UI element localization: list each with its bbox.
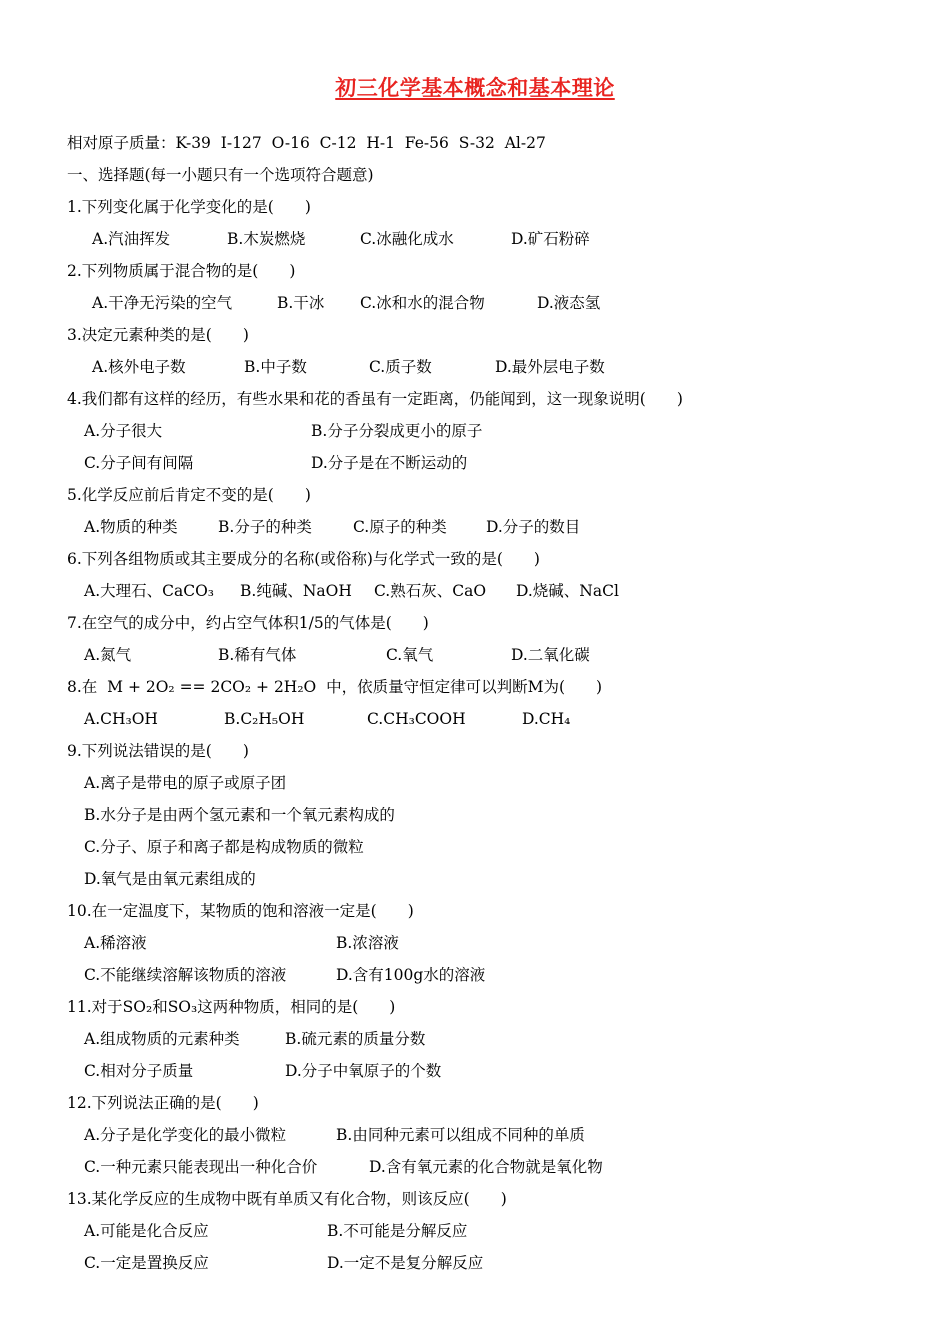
option-b: B.分子分裂成更小的原子: [311, 422, 483, 440]
option-a: A.CH₃OH: [84, 710, 158, 728]
options-row: [67, 1218, 907, 1250]
options-row: [67, 226, 907, 258]
option-a: A.稀溶液: [84, 934, 147, 952]
question-sheet: [67, 130, 907, 1282]
options-row: [67, 866, 907, 898]
option-c: C.一定是置换反应: [84, 1254, 209, 1272]
option-a: A.汽油挥发: [92, 230, 171, 248]
option-d: D.含有氧元素的化合物就是氧化物: [369, 1158, 603, 1176]
option-a: A.分子很大: [84, 422, 163, 440]
question-13: 13.某化学反应的生成物中既有单质又有化合物，则该反应( ): [67, 1190, 507, 1208]
option-c: C.分子间有间隔: [84, 454, 194, 472]
question-9: 9.下列说法错误的是( ): [67, 742, 249, 760]
option-c: C.分子、原子和离子都是构成物质的微粒: [84, 838, 364, 856]
question-3: 3.决定元素种类的是( ): [67, 326, 249, 344]
option-b: B.不可能是分解反应: [327, 1222, 468, 1240]
option-c: C.冰融化成水: [360, 230, 454, 248]
option-b: B.硫元素的质量分数: [285, 1030, 426, 1048]
option-a: A.干净无污染的空气: [92, 294, 233, 312]
option-c: C.质子数: [369, 358, 432, 376]
question-7: 7.在空气的成分中，约占空气体积1/5的气体是( ): [67, 614, 429, 632]
option-b: B.木炭燃烧: [227, 230, 306, 248]
option-c: C.CH₃COOH: [367, 710, 466, 728]
option-b: B.浓溶液: [336, 934, 399, 952]
document-title: 初三化学基本概念和基本理论: [335, 75, 615, 100]
option-d: D.分子是在不断运动的: [311, 454, 468, 472]
options-row: [67, 354, 907, 386]
options-row: [67, 930, 907, 962]
question-6: 6.下列各组物质或其主要成分的名称(或俗称)与化学式一致的是( ): [67, 550, 540, 568]
option-a: A.组成物质的元素种类: [84, 1030, 240, 1048]
options-row: [67, 962, 907, 994]
question-1: 1.下列变化属于化学变化的是( ): [67, 198, 311, 216]
option-a: A.可能是化合反应: [84, 1222, 209, 1240]
options-row: [67, 450, 907, 482]
options-row: [67, 1250, 907, 1282]
section-heading: 一、选择题(每一小题只有一个选项符合题意): [67, 166, 374, 184]
options-row: [67, 1122, 907, 1154]
option-c: C.相对分子质量: [84, 1062, 194, 1080]
option-d: D.最外层电子数: [495, 358, 605, 376]
atomic-masses: 相对原子质量：K-39 I-127 O-16 C-12 H-1 Fe-56 S-32 Al-27: [67, 134, 546, 152]
option-c: C.熟石灰、CaO: [374, 582, 487, 600]
option-a: A.分子是化学变化的最小微粒: [84, 1126, 287, 1144]
option-c: C.不能继续溶解该物质的溶液: [84, 966, 287, 984]
question-5: 5.化学反应前后肯定不变的是( ): [67, 486, 311, 504]
option-a: A.氮气: [84, 646, 132, 664]
question-4: 4.我们都有这样的经历，有些水果和花的香虽有一定距离，仍能闻到，这一现象说明( ): [67, 390, 683, 408]
options-row: [67, 418, 907, 450]
options-row: [67, 1058, 907, 1090]
option-c: C.原子的种类: [353, 518, 447, 536]
option-b: B.中子数: [244, 358, 307, 376]
option-a: A.离子是带电的原子或原子团: [84, 774, 287, 792]
option-d: D.二氧化碳: [511, 646, 590, 664]
option-c: C.冰和水的混合物: [360, 294, 485, 312]
option-b: B.水分子是由两个氢元素和一个氧元素构成的: [84, 806, 395, 824]
option-d: D.液态氢: [537, 294, 601, 312]
option-d: D.氧气是由氧元素组成的: [84, 870, 256, 888]
option-d: D.分子中氧原子的个数: [285, 1062, 442, 1080]
option-c: C.一种元素只能表现出一种化合价: [84, 1158, 318, 1176]
question-2: 2.下列物质属于混合物的是( ): [67, 262, 296, 280]
option-b: B.C₂H₅OH: [224, 710, 305, 728]
option-d: D.含有100g水的溶液: [336, 966, 486, 984]
options-row: [67, 290, 907, 322]
options-row: [67, 1154, 907, 1186]
option-d: D.一定不是复分解反应: [327, 1254, 484, 1272]
option-d: D.分子的数目: [486, 518, 581, 536]
options-row: [67, 642, 907, 674]
option-b: B.纯碱、NaOH: [240, 582, 352, 600]
options-row: [67, 802, 907, 834]
options-row: [67, 770, 907, 802]
option-b: B.干冰: [277, 294, 325, 312]
option-d: D.CH₄: [522, 710, 571, 728]
options-row: [67, 578, 907, 610]
option-d: D.矿石粉碎: [511, 230, 590, 248]
option-a: A.物质的种类: [84, 518, 178, 536]
options-row: [67, 706, 907, 738]
option-a: A.大理石、CaCO₃: [84, 582, 215, 600]
option-b: B.由同种元素可以组成不同种的单质: [336, 1126, 585, 1144]
options-row: [67, 1026, 907, 1058]
option-d: D.烧碱、NaCl: [516, 582, 619, 600]
question-10: 10.在一定温度下，某物质的饱和溶液一定是( ): [67, 902, 414, 920]
option-b: B.稀有气体: [218, 646, 297, 664]
option-c: C.氧气: [386, 646, 434, 664]
options-row: [67, 514, 907, 546]
question-8: 8.在 M + 2O₂ == 2CO₂ + 2H₂O 中，依质量守恒定律可以判断M为( ): [67, 678, 603, 696]
option-a: A.核外电子数: [92, 358, 186, 376]
question-11: 11.对于SO₂和SO₃这两种物质，相同的是( ): [67, 998, 396, 1016]
options-row: [67, 834, 907, 866]
option-b: B.分子的种类: [218, 518, 312, 536]
question-12: 12.下列说法正确的是( ): [67, 1094, 259, 1112]
